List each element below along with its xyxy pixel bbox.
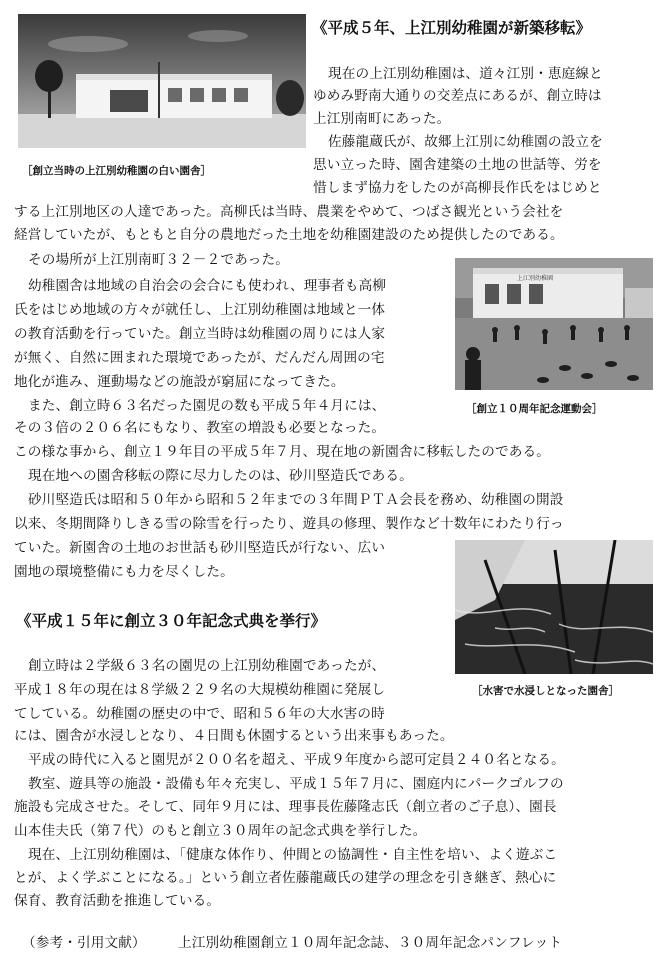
photo-caption-sports-day: ［創立１０周年記念運動会］ (466, 403, 603, 415)
paragraph-line: ていた。新園舎の土地のお世話も砂川堅造氏が行ない、広い (14, 540, 386, 556)
building-sign-text: 上江別幼稚園 (517, 276, 554, 282)
paragraph-line: 幼稚園舎は地域の自治会の会合にも使われ、理事者も高柳 (28, 278, 387, 294)
paragraph-line: この様な事から、創立１９年目の平成５年７月、現在地の新園舎に移転したのである。 (14, 444, 551, 460)
references-label: （参考・引用文献） (22, 935, 146, 951)
paragraph-line: ゆめみ野南大通りの交差点にあるが、創立時は (313, 88, 602, 104)
paragraph-line: 砂川堅造氏は昭和５０年から昭和５２年までの３年間ＰＴＡ会長を務め、幼稚園の開設 (28, 492, 564, 508)
paragraph-line: 保育、教育活動を推進している。 (14, 893, 221, 909)
paragraph-line: 施設も完成させた。そして、同年９月には、理事長佐藤隆志氏（創立者のご子息）、園長 (14, 799, 557, 815)
paragraph-line: とが、よく学ぶことになる。」という創立者佐藤龍蔵氏の建学の理念を引き継ぎ、熱心に (14, 870, 557, 886)
photo-sports-day (455, 258, 653, 390)
paragraph-line: 教室、遊具等の施設・設備も年々充実し、平成１５年７月に、園庭内にパークゴルフの (28, 776, 564, 792)
paragraph-line: 思い立った時、園舎建築の土地の世話等、労を (313, 157, 602, 173)
photo-caption-original-building: ［創立当時の上江別幼稚園の白い園舎］ (22, 165, 211, 177)
paragraph-line: する上江別地区の人達であった。高柳氏は当時、農業をやめて、つばさ観光という会社を (14, 204, 564, 220)
photo-caption-flood: ［水害で水浸しとなった園舎］ (472, 685, 619, 697)
paragraph-line: 現在地への園舎移転の際に尽力したのは、砂川堅造氏である。 (28, 468, 413, 484)
references-text: 上江別幼稚園創立１０周年記念誌、３０周年記念パンフレット (178, 935, 563, 951)
paragraph-line: には、園舎が水浸しとなり、４日間も休園するという出来事もあった。 (14, 728, 454, 744)
paragraph-line: 佐藤龍蔵氏が、故郷上江別に幼稚園の設立を (328, 134, 603, 150)
paragraph-line: 氏をはじめ地域の方々が就任し、上江別幼稚園は地域と一体 (14, 302, 386, 318)
paragraph-line: 経営していたが、もともと自分の農地だった土地を幼稚園建設のため提供したのである。 (14, 227, 564, 243)
paragraph-line: 上江別南町にあった。 (313, 111, 451, 127)
photo-original-building (18, 14, 306, 148)
paragraph-line: 現在の上江別幼稚園は、道々江別・恵庭線と (328, 66, 603, 82)
photo-flooded-building (455, 540, 653, 674)
paragraph-line: 平成１８年の現在は８学級２２９名の大規模幼稚園に発展し (14, 682, 386, 698)
section-heading-anniversary: 《平成１５年に創立３０年記念式典を挙行》 (16, 612, 327, 630)
paragraph-line: 以来、冬期間降りしきる雪の除雪を行ったり、遊具の修理、製作など十数年にわたり行っ (14, 516, 564, 532)
paragraph-line: が無く、自然に囲まれた環境であったが、だんだん周囲の宅 (14, 350, 385, 366)
paragraph-line: てしている。幼稚園の歴史の中で、昭和５６年の大水害の時 (14, 706, 385, 722)
paragraph-line: 地化が進み、運動場などの施設が窮屈になってきた。 (14, 374, 345, 390)
paragraph-line: 園地の環境整備にも力を尽くした。 (14, 564, 234, 580)
paragraph-line: 創立時は２学級６３名の園児の上江別幼稚園であったが、 (28, 658, 386, 674)
section-heading-relocation: 《平成５年、上江別幼稚園が新築移転》 (312, 19, 592, 37)
paragraph-line: その場所が上江別南町３２－２であった。 (28, 252, 289, 268)
paragraph-line: の教育活動を行っていた。創立当時は幼稚園の周りには人家 (14, 326, 386, 342)
paragraph-line: 惜しまず協力をしたのが高柳長作氏をはじめと (313, 180, 602, 196)
paragraph-line: 平成の時代に入ると園児が２００名を超え、平成９年度から認可定員２４０名となる。 (28, 752, 565, 768)
paragraph-line: その３倍の２０６名にもなり、教室の増設も必要となった。 (14, 420, 386, 436)
paragraph-line: 現在、上江別幼稚園は、「健康な体作り、仲間との協調性・自主性を培い、よく遊ぶこ (28, 847, 558, 863)
paragraph-line: 山本佳夫氏（第７代）のもと創立３０周年の記念式典を挙行した。 (14, 823, 427, 839)
paragraph-line: また、創立時６３名だった園児の数も平成５年４月には、 (28, 398, 386, 414)
